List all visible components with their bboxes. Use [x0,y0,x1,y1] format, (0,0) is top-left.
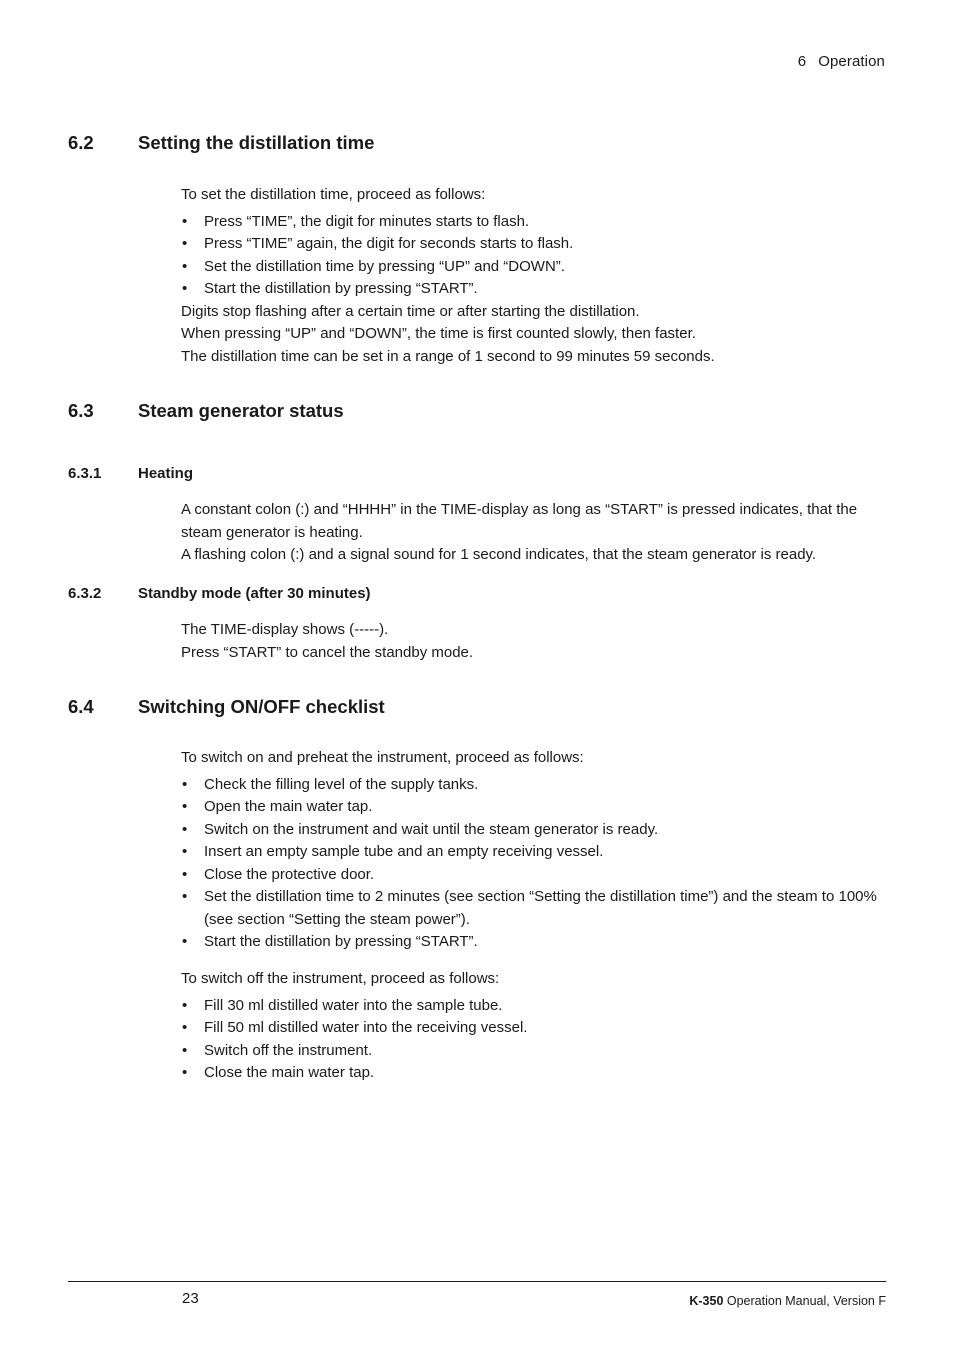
running-header [798,53,885,70]
step-list [181,774,889,954]
chapter-title: Operation [818,53,885,70]
paragraph: Digits stop flashing after a certain time or after starting the distillation. [181,302,640,320]
list-item: • Switch on the instrument and wait until the steam generator is ready. [181,819,889,842]
section-heading-6-3 [68,400,344,422]
list-item: • Set the distillation time to 2 minutes (see section “Setting the distillation time”) and the steam to 100% (see section “Setting the steam power”). [181,886,889,931]
paragraph: To switch off the instrument, proceed as follows: [181,970,500,987]
section-heading-6-4 [68,696,385,718]
list-item: • Start the distillation by pressing “START”. [181,931,889,954]
paragraph: To switch on and preheat the instrument, proceed as follows: [181,749,584,766]
paragraph: The distillation time can be set in a range of 1 second to 99 minutes 59 seconds. [181,347,715,365]
page-number: 23 [182,1290,199,1307]
paragraph: A constant colon (:) and “HHHH” in the TIME-display as long as “START” is pressed indicates, that the steam generator is heating. [181,501,858,541]
subsection-number: 6.3.1 [68,465,102,482]
section-number: 6.2 [68,132,94,153]
list-item: • Fill 50 ml distilled water into the receiving vessel. [181,1017,889,1040]
footer-divider [68,1281,886,1282]
subsection-number: 6.3.2 [68,585,102,602]
paragraph: The TIME-display shows (-----). [181,621,389,638]
section-title: Switching ON/OFF checklist [138,696,385,717]
subsection-title: Standby mode (after 30 minutes) [138,585,371,602]
section-6-2-body [181,184,889,368]
list-item: • Open the main water tap. [181,796,889,819]
section-title: Setting the distillation time [138,132,375,153]
section-number: 6.4 [68,696,94,717]
section-6-3-1-body [181,499,889,567]
step-list [181,995,889,1085]
subsection-heading-6-3-1 [68,465,193,482]
section-heading-6-2 [68,132,374,154]
step-list [181,211,889,301]
list-item: • Fill 30 ml distilled water into the sample tube. [181,995,889,1018]
list-item: • Start the distillation by pressing “START”. [181,278,889,301]
list-item: • Check the filling level of the supply tanks. [181,774,889,797]
list-item: • Close the main water tap. [181,1062,889,1085]
list-item: • Close the protective door. [181,864,889,887]
list-item: • Press “TIME”, the digit for minutes starts to flash. [181,211,889,234]
list-item: • Insert an empty sample tube and an empty receiving vessel. [181,841,889,864]
section-title: Steam generator status [138,400,344,421]
manual-title: Operation Manual, Version F [723,1294,886,1308]
list-item: • Switch off the instrument. [181,1040,889,1063]
section-6-4-on-body [181,747,889,954]
paragraph: When pressing “UP” and “DOWN”, the time is first counted slowly, then faster. [181,325,696,342]
list-item: • Press “TIME” again, the digit for seconds starts to flash. [181,233,889,256]
subsection-title: Heating [138,465,194,482]
paragraph: A flashing colon (:) and a signal sound for 1 second indicates, that the steam generator is ready. [181,546,817,563]
manual-reference [689,1294,886,1308]
section-number: 6.3 [68,400,94,421]
section-6-4-off-body [181,968,889,1085]
chapter-number: 6 [797,53,807,70]
paragraph: Press “START” to cancel the standby mode. [181,643,474,661]
list-item: • Set the distillation time by pressing “UP” and “DOWN”. [181,256,889,279]
section-6-3-2-body [181,619,889,664]
paragraph: To set the distillation time, proceed as follows: [181,186,486,203]
model-name: K-350 [689,1294,724,1308]
subsection-heading-6-3-2 [68,585,371,602]
